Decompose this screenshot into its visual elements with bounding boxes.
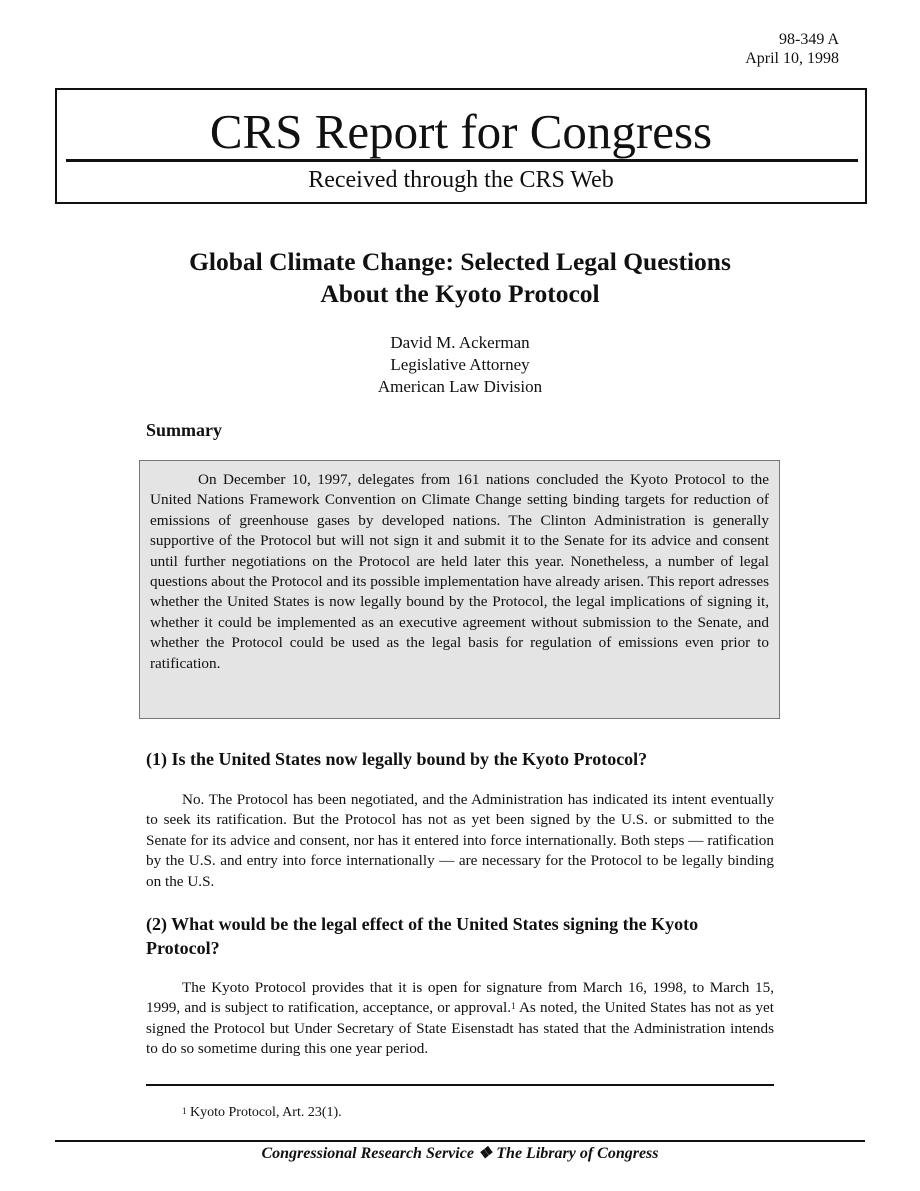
summary-box: [139, 460, 780, 719]
report-title-line1: Global Climate Change: Selected Legal Questions: [189, 247, 731, 276]
author-block: [0, 332, 920, 398]
crs-banner: [55, 88, 867, 204]
report-title-line2: About the Kyoto Protocol: [320, 279, 600, 308]
report-identifier: [745, 30, 839, 68]
summary-heading: Summary: [146, 420, 222, 440]
section-2-text-before-note: The Kyoto Protocol provides that it is open for signature from March 16, 1998, to March 15, 1999, and is subject to ratification, acceptance, or approval.: [146, 979, 774, 1017]
footer-divider: [55, 1140, 865, 1142]
section-1-text-content: No. The Protocol has been negotiated, and the Administration has indicated its intent eventually to seek its ratification. But the Protocol has not as yet been signed by the U.S. or submitted to the Senate for its advice and consent, nor has it entered into force internationally. Both steps — ratification by the U.S. and entry into force internationally — are necessary for the Protocol to be legally binding on the U.S.: [146, 791, 774, 890]
report-number: 98-349 A: [779, 31, 839, 48]
author-name: David M. Ackerman: [390, 333, 530, 352]
footnote-marker: 1: [182, 1106, 187, 1116]
section-1-heading: (1) Is the United States now legally bound by the Kyoto Protocol?: [146, 749, 648, 769]
author-title: Legislative Attorney: [390, 355, 530, 374]
section-2-text: [146, 978, 774, 1060]
footnote: [182, 1104, 342, 1122]
summary-text: [150, 470, 769, 674]
summary-text-content: On December 10, 1997, delegates from 161 nations concluded the Kyoto Protocol to the United Nations Framework Convention on Climate Change setting binding targets for reduction of emissions of greenhouse gases by developed nations. The Clinton Administration is generally supportive of the Protocol but will not sign it and submit it to the Senate for its advice and consent until further negotiations on the Protocol are held later this year. Nonetheless, a number of legal questions about the Protocol and its possible implementation have already arisen. This report adresses whether the United States is now legally bound by the Protocol, the legal implications of signing it, whether it could be implemented as an executive agreement without submission to the Senate, and whether the Protocol could be used as the legal basis for regulation of emissions even prior to ratification.: [150, 471, 769, 672]
footnote-reference[interactable]: 1: [511, 1001, 516, 1012]
footnote-text: Kyoto Protocol, Art. 23(1).: [190, 1105, 342, 1120]
banner-title: CRS Report for Congress: [209, 104, 713, 159]
section-2-heading: (2) What would be the legal effect of the United States signing the Kyoto Protocol?: [146, 914, 699, 958]
report-title: [100, 246, 820, 310]
banner-rule: [66, 159, 858, 162]
author-division: American Law Division: [377, 377, 543, 396]
page-footer: Congressional Research Service ❖ The Library of Congress: [261, 1145, 659, 1162]
banner-subtitle: Received through the CRS Web: [308, 167, 614, 193]
report-date: April 10, 1998: [745, 50, 839, 67]
footnote-divider: [146, 1084, 774, 1086]
section-2-text-after-note: As noted, the United States has not as yet signed the Protocol but Under Secretary of State Eisenstadt has stated that the Administration intends to do so sometime during this one year period.: [146, 999, 774, 1058]
section-1-text: [146, 790, 774, 892]
